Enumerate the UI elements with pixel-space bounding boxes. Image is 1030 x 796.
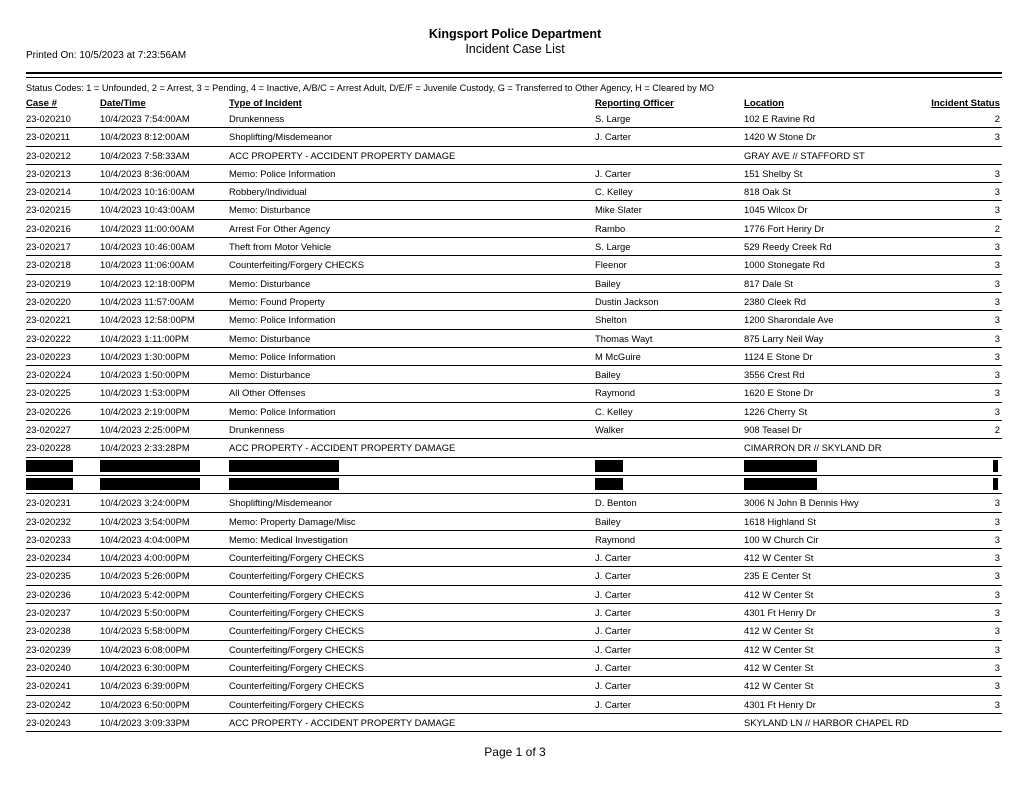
cell-case: 23-020222 (26, 332, 71, 344)
cell-location: 4301 Ft Henry Dr (744, 607, 816, 619)
cell-date: 10/4/2023 6:39:00PM (100, 680, 190, 692)
cell-status: 3 (994, 186, 1000, 198)
cell-type: ACC PROPERTY - ACCIDENT PROPERTY DAMAGE (229, 442, 456, 454)
cell-status: 3 (994, 625, 1000, 637)
cell-location: 1618 Highland St (744, 515, 816, 527)
table-row (26, 110, 1002, 128)
cell-date: 10/4/2023 12:18:00PM (100, 277, 195, 289)
cell-date: 10/4/2023 12:58:00PM (100, 314, 195, 326)
cell-date: 10/4/2023 2:33:28PM (100, 442, 190, 454)
cell-case: 23-020228 (26, 442, 71, 454)
cell-location: 908 Teasel Dr (744, 424, 802, 436)
cell-officer: J. Carter (595, 552, 631, 564)
cell-case: 23-020214 (26, 186, 71, 198)
cell-officer: J. Carter (595, 643, 631, 655)
cell-date: 10/4/2023 5:26:00PM (100, 570, 190, 582)
cell-type: Counterfeiting/Forgery CHECKS (229, 625, 364, 637)
cell-status: 3 (994, 332, 1000, 344)
cell-status: 2 (994, 222, 1000, 234)
cell-date: 10/4/2023 10:16:00AM (100, 186, 195, 198)
cell-case: 23-020234 (26, 552, 71, 564)
cell-officer: Bailey (595, 277, 621, 289)
cell-officer: Rambo (595, 222, 626, 234)
cell-status: 3 (994, 680, 1000, 692)
cell-officer: J. Carter (595, 570, 631, 582)
cell-type: Counterfeiting/Forgery CHECKS (229, 643, 364, 655)
cell-officer: J. Carter (595, 625, 631, 637)
cell-date: 10/4/2023 5:58:00PM (100, 625, 190, 637)
redaction-block (595, 460, 623, 472)
cell-date: 10/4/2023 8:36:00AM (100, 167, 190, 179)
redaction-block (26, 460, 73, 472)
table-row (26, 293, 1002, 311)
redaction-block (744, 478, 817, 490)
cell-status: 2 (994, 113, 1000, 124)
cell-date: 10/4/2023 6:50:00PM (100, 698, 190, 710)
cell-status: 3 (994, 570, 1000, 582)
cell-date: 10/4/2023 10:46:00AM (100, 241, 195, 253)
redaction-block (744, 460, 817, 472)
cell-status: 3 (994, 387, 1000, 399)
cell-case: 23-020242 (26, 698, 71, 710)
cell-officer: Walker (595, 424, 624, 436)
cell-type: Theft from Motor Vehicle (229, 241, 332, 253)
cell-status: 3 (994, 643, 1000, 655)
cell-date: 10/4/2023 10:43:00AM (100, 204, 195, 216)
cell-case: 23-020243 (26, 716, 71, 728)
col-case: Case # (26, 98, 57, 109)
redaction-block (229, 478, 339, 490)
cell-type: Memo: Disturbance (229, 332, 311, 344)
table-row (26, 622, 1002, 640)
cell-type: Memo: Police Information (229, 405, 336, 417)
cell-location: 817 Dale St (744, 277, 793, 289)
cell-status: 3 (994, 661, 1000, 673)
redaction-block (993, 478, 998, 490)
cell-location: 412 W Center St (744, 661, 814, 673)
cell-date: 10/4/2023 3:24:00PM (100, 497, 190, 509)
table-row (26, 549, 1002, 567)
cell-case: 23-020239 (26, 643, 71, 655)
cell-status: 3 (994, 552, 1000, 564)
cell-type: Counterfeiting/Forgery CHECKS (229, 588, 364, 600)
cell-officer: C. Kelley (595, 405, 633, 417)
cell-case: 23-020219 (26, 277, 71, 289)
cell-date: 10/4/2023 3:54:00PM (100, 515, 190, 527)
cell-case: 23-020218 (26, 259, 71, 271)
cell-status: 2 (994, 424, 1000, 436)
cell-status: 3 (994, 698, 1000, 710)
cell-status: 3 (994, 204, 1000, 216)
cell-status: 3 (994, 167, 1000, 179)
cell-date: 10/4/2023 1:30:00PM (100, 350, 190, 362)
table-row (26, 659, 1002, 677)
cell-officer: J. Carter (595, 680, 631, 692)
table-body (26, 110, 1002, 732)
cell-status: 3 (994, 533, 1000, 545)
cell-case: 23-020227 (26, 424, 71, 436)
table-row (26, 330, 1002, 348)
cell-case: 23-020216 (26, 222, 71, 234)
table-header (26, 97, 1002, 110)
cell-location: 1200 Sharondale Ave (744, 314, 834, 326)
cell-date: 10/4/2023 3:09:33PM (100, 716, 190, 728)
cell-officer: J. Carter (595, 131, 631, 143)
cell-location: 412 W Center St (744, 588, 814, 600)
cell-status: 3 (994, 314, 1000, 326)
cell-officer: M McGuire (595, 350, 641, 362)
cell-officer: J. Carter (595, 661, 631, 673)
table-row (26, 128, 1002, 146)
table-row (26, 439, 1002, 457)
table-row (26, 275, 1002, 293)
cell-case: 23-020211 (26, 131, 71, 143)
cell-location: 1045 Wilcox Dr (744, 204, 808, 216)
page-number: Page 1 of 3 (484, 745, 546, 759)
table-row (26, 641, 1002, 659)
cell-location: 412 W Center St (744, 552, 814, 564)
cell-type: ACC PROPERTY - ACCIDENT PROPERTY DAMAGE (229, 149, 456, 161)
cell-date: 10/4/2023 1:11:00PM (100, 332, 189, 344)
cell-type: Counterfeiting/Forgery CHECKS (229, 680, 364, 692)
cell-status: 3 (994, 277, 1000, 289)
cell-officer: J. Carter (595, 167, 631, 179)
cell-date: 10/4/2023 11:06:00AM (100, 259, 195, 271)
cell-officer: D. Benton (595, 497, 637, 509)
cell-type: ACC PROPERTY - ACCIDENT PROPERTY DAMAGE (229, 716, 456, 728)
cell-case: 23-020223 (26, 350, 71, 362)
cell-date: 10/4/2023 2:19:00PM (100, 405, 190, 417)
cell-case: 23-020236 (26, 588, 71, 600)
cell-type: Drunkenness (229, 424, 285, 436)
cell-date: 10/4/2023 8:12:00AM (100, 131, 190, 143)
cell-case: 23-020224 (26, 369, 71, 381)
cell-date: 10/4/2023 1:53:00PM (100, 387, 190, 399)
table-row (26, 403, 1002, 421)
cell-type: Memo: Police Information (229, 314, 336, 326)
cell-case: 23-020212 (26, 149, 71, 161)
cell-case: 23-020220 (26, 295, 71, 307)
cell-location: 1420 W Stone Dr (744, 131, 816, 143)
cell-officer: Mike Slater (595, 204, 642, 216)
col-location: Location (744, 98, 784, 109)
table-row (26, 256, 1002, 274)
cell-date: 10/4/2023 4:00:00PM (100, 552, 190, 564)
cell-location: 3556 Crest Rd (744, 369, 805, 381)
cell-location: 102 E Ravine Rd (744, 113, 815, 124)
table-row (26, 311, 1002, 329)
cell-date: 10/4/2023 6:30:00PM (100, 661, 190, 673)
cell-officer: Fleenor (595, 259, 627, 271)
incident-table (26, 97, 1002, 732)
cell-status: 3 (994, 295, 1000, 307)
cell-case: 23-020232 (26, 515, 71, 527)
table-row (26, 384, 1002, 402)
cell-location: 151 Shelby St (744, 167, 803, 179)
cell-type: Counterfeiting/Forgery CHECKS (229, 552, 364, 564)
cell-officer: S. Large (595, 113, 631, 124)
redaction-block (229, 460, 339, 472)
table-row (26, 348, 1002, 366)
cell-case: 23-020233 (26, 533, 71, 545)
cell-case: 23-020237 (26, 607, 71, 619)
cell-location: CIMARRON DR // SKYLAND DR (744, 442, 882, 454)
cell-date: 10/4/2023 11:00:00AM (100, 222, 195, 234)
cell-officer: Shelton (595, 314, 627, 326)
cell-officer: J. Carter (595, 698, 631, 710)
cell-case: 23-020225 (26, 387, 71, 399)
cell-type: Memo: Property Damage/Misc (229, 515, 356, 527)
report-subtitle: Incident Case List (465, 42, 565, 56)
cell-location: 1000 Stonegate Rd (744, 259, 825, 271)
cell-location: 529 Reedy Creek Rd (744, 241, 832, 253)
cell-type: Shoplifting/Misdemeanor (229, 131, 333, 143)
table-row (26, 531, 1002, 549)
cell-status: 3 (994, 588, 1000, 600)
table-row (26, 714, 1002, 732)
cell-location: 2380 Cleek Rd (744, 295, 807, 307)
cell-type: Memo: Disturbance (229, 369, 311, 381)
cell-type: Drunkenness (229, 113, 285, 124)
cell-location: 235 E Center St (744, 570, 811, 582)
table-row (26, 183, 1002, 201)
cell-location: 1124 E Stone Dr (744, 350, 813, 362)
col-status: Incident Status (931, 98, 1000, 109)
cell-location: 100 W Church Cir (744, 533, 819, 545)
cell-type: Memo: Disturbance (229, 277, 311, 289)
cell-officer: Dustin Jackson (595, 295, 659, 307)
cell-type: Memo: Police Information (229, 167, 336, 179)
cell-location: 412 W Center St (744, 680, 814, 692)
report-title: Kingsport Police Department (428, 27, 602, 41)
redaction-block (100, 478, 200, 490)
cell-type: Counterfeiting/Forgery CHECKS (229, 570, 364, 582)
table-row (26, 147, 1002, 165)
cell-date: 10/4/2023 1:50:00PM (100, 369, 190, 381)
cell-case: 23-020213 (26, 167, 71, 179)
cell-officer: Raymond (595, 387, 636, 399)
cell-case: 23-020215 (26, 204, 71, 216)
printed-on: Printed On: 10/5/2023 at 7:23:56AM (26, 50, 187, 61)
cell-officer: S. Large (595, 241, 631, 253)
redaction-block (26, 478, 73, 490)
header-rule (26, 72, 1002, 74)
cell-case: 23-020210 (26, 113, 71, 124)
table-row (26, 366, 1002, 384)
cell-type: Shoplifting/Misdemeanor (229, 497, 333, 509)
cell-location: GRAY AVE // STAFFORD ST (744, 149, 865, 161)
cell-status: 3 (994, 607, 1000, 619)
cell-officer: Thomas Wayt (595, 332, 653, 344)
table-row (26, 201, 1002, 219)
cell-date: 10/4/2023 11:57:00AM (100, 295, 195, 307)
table-row (26, 677, 1002, 695)
cell-type: Memo: Police Information (229, 350, 336, 362)
cell-type: Memo: Medical Investigation (229, 533, 348, 545)
cell-case: 23-020238 (26, 625, 71, 637)
cell-officer: Raymond (595, 533, 636, 545)
header-rule-thin (26, 77, 1002, 78)
table-row-redacted (26, 458, 1002, 476)
table-row (26, 421, 1002, 439)
table-row (26, 696, 1002, 714)
col-date: Date/Time (100, 98, 146, 109)
cell-type: Counterfeiting/Forgery CHECKS (229, 661, 364, 673)
redaction-block (993, 460, 998, 472)
cell-type: Counterfeiting/Forgery CHECKS (229, 259, 364, 271)
cell-officer: J. Carter (595, 588, 631, 600)
cell-case: 23-020226 (26, 405, 71, 417)
cell-status: 3 (994, 369, 1000, 381)
cell-case: 23-020231 (26, 497, 71, 509)
cell-date: 10/4/2023 6:08:00PM (100, 643, 190, 655)
cell-location: 412 W Center St (744, 643, 814, 655)
cell-date: 10/4/2023 2:25:00PM (100, 424, 190, 436)
table-row (26, 513, 1002, 531)
cell-officer: Bailey (595, 369, 621, 381)
cell-date: 10/4/2023 7:58:33AM (100, 149, 190, 161)
cell-type: Memo: Disturbance (229, 204, 311, 216)
cell-case: 23-020240 (26, 661, 71, 673)
cell-location: 1620 E Stone Dr (744, 387, 814, 399)
status-codes-legend: Status Codes: 1 = Unfounded, 2 = Arrest, 3 = Pending, 4 = Inactive, A/B/C = Arrest Adult, D/E/F = Juvenile Custody, G = Transferred to Other Agency, H = Cleared by MO (26, 83, 715, 93)
cell-officer: Bailey (595, 515, 621, 527)
cell-location: 3006 N John B Dennis Hwy (744, 497, 859, 509)
cell-status: 3 (994, 497, 1000, 509)
cell-status: 3 (994, 405, 1000, 417)
table-row (26, 165, 1002, 183)
cell-location: 818 Oak St (744, 186, 791, 198)
cell-status: 3 (994, 515, 1000, 527)
table-row (26, 567, 1002, 585)
cell-case: 23-020221 (26, 314, 71, 326)
cell-date: 10/4/2023 5:50:00PM (100, 607, 190, 619)
cell-type: Memo: Found Property (229, 295, 325, 307)
redaction-block (100, 460, 200, 472)
cell-status: 3 (994, 350, 1000, 362)
cell-status: 3 (994, 241, 1000, 253)
cell-location: 875 Larry Neil Way (744, 332, 824, 344)
cell-type: Counterfeiting/Forgery CHECKS (229, 698, 364, 710)
cell-type: Counterfeiting/Forgery CHECKS (229, 607, 364, 619)
cell-type: Arrest For Other Agency (229, 222, 331, 234)
table-row (26, 494, 1002, 512)
table-row-redacted (26, 476, 1002, 494)
cell-date: 10/4/2023 7:54:00AM (100, 113, 190, 124)
col-officer: Reporting Officer (595, 98, 674, 109)
cell-case: 23-020217 (26, 241, 71, 253)
table-row (26, 586, 1002, 604)
cell-type: All Other Offenses (229, 387, 306, 399)
table-row (26, 238, 1002, 256)
cell-location: 1226 Cherry St (744, 405, 808, 417)
cell-type: Robbery/Individual (229, 186, 307, 198)
cell-location: 412 W Center St (744, 625, 814, 637)
redaction-block (595, 478, 623, 490)
cell-case: 23-020235 (26, 570, 71, 582)
col-type: Type of Incident (229, 98, 302, 109)
cell-officer: J. Carter (595, 607, 631, 619)
cell-status: 3 (994, 259, 1000, 271)
cell-location: 4301 Ft Henry Dr (744, 698, 816, 710)
cell-date: 10/4/2023 4:04:00PM (100, 533, 190, 545)
cell-location: SKYLAND LN // HARBOR CHAPEL RD (744, 716, 909, 728)
cell-location: 1776 Fort Henry Dr (744, 222, 825, 234)
table-row (26, 604, 1002, 622)
cell-date: 10/4/2023 5:42:00PM (100, 588, 190, 600)
cell-status: 3 (994, 131, 1000, 143)
table-row (26, 220, 1002, 238)
cell-case: 23-020241 (26, 680, 71, 692)
cell-officer: C. Kelley (595, 186, 633, 198)
